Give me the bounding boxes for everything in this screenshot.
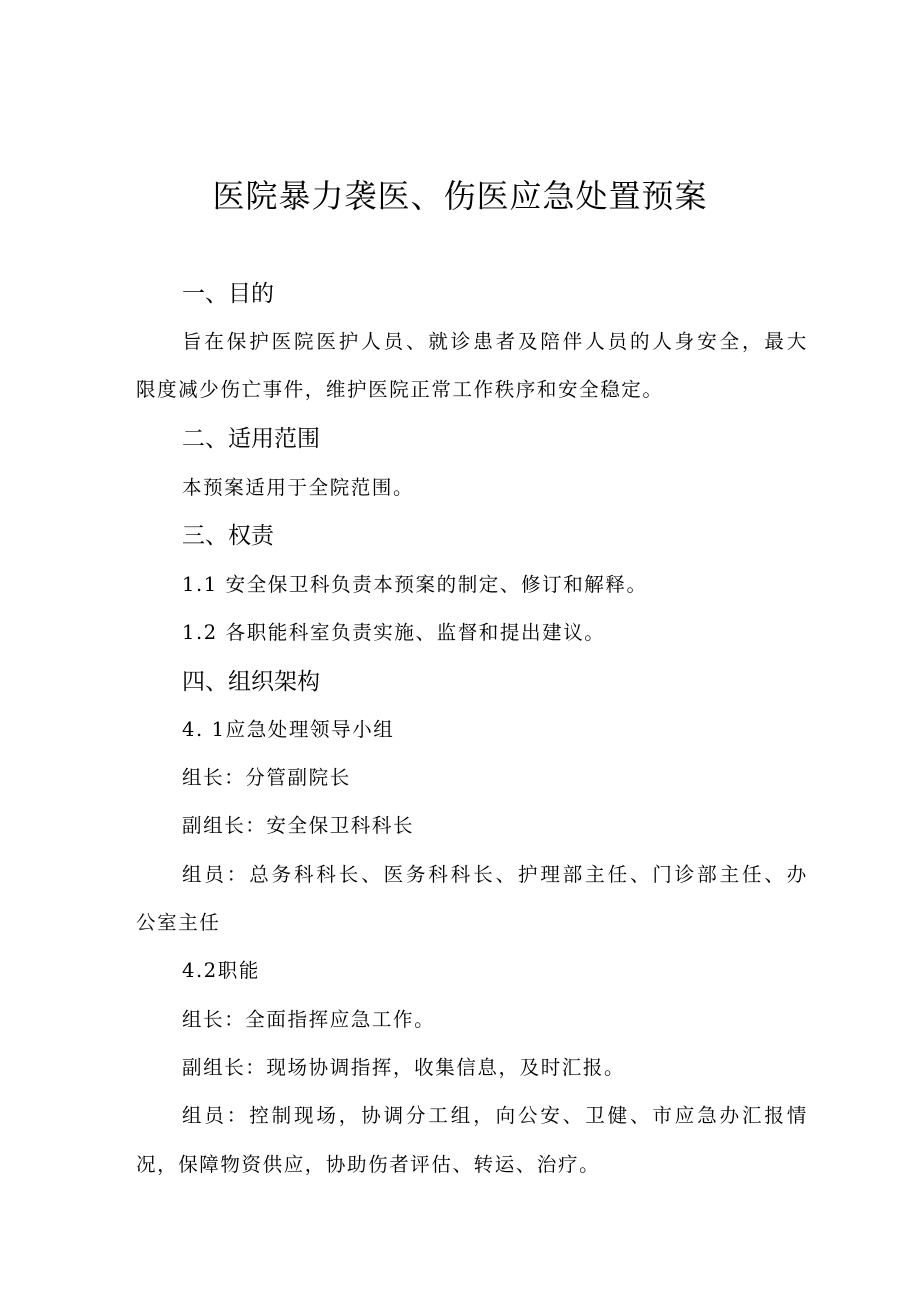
section-heading-scope: 二、适用范围 (182, 426, 320, 452)
org-paragraph: 组长：全面指挥应急工作。 (182, 1008, 436, 1031)
section-heading-responsibilities: 三、权责 (182, 523, 274, 549)
purpose-paragraph-line: 限度减少伤亡事件，维护医院正常工作秩序和安全稳定。 (136, 378, 664, 401)
page-title: 医院暴力袭医、伤医应急处置预案 (212, 177, 708, 215)
org-paragraph: 副组长：安全保卫科科长 (182, 814, 415, 837)
org-paragraph: 副组长：现场协调指挥，收集信息，及时汇报。 (182, 1056, 626, 1079)
org-paragraph-line: 组员：控制现场，协调分工组，向公安、卫健、市应急办汇报情 (182, 1104, 810, 1127)
org-paragraph-line: 况，保障物资供应，协助伤者评估、转运、治疗。 (136, 1153, 601, 1176)
org-paragraph-line: 组员：总务科科长、医务科科长、护理部主任、门诊部主任、办 (182, 863, 810, 886)
org-subheading: 4. 1应急处理领导小组 (182, 718, 395, 741)
scope-paragraph: 本预案适用于全院范围。 (182, 476, 415, 499)
section-heading-organization: 四、组织架构 (182, 669, 320, 695)
org-paragraph: 组长：分管副院长 (182, 766, 351, 789)
purpose-paragraph-line: 旨在保护医院医护人员、就诊患者及陪伴人员的人身安全，最大 (182, 330, 810, 353)
responsibility-item: 1.1 安全保卫科负责本预案的制定、修订和解释。 (182, 573, 648, 596)
section-heading-purpose: 一、目的 (182, 281, 274, 307)
responsibility-item: 1.2 各职能科室负责实施、监督和提出建议。 (182, 621, 606, 644)
org-paragraph-line: 公室主任 (136, 911, 221, 934)
org-subheading: 4.2职能 (182, 959, 261, 982)
